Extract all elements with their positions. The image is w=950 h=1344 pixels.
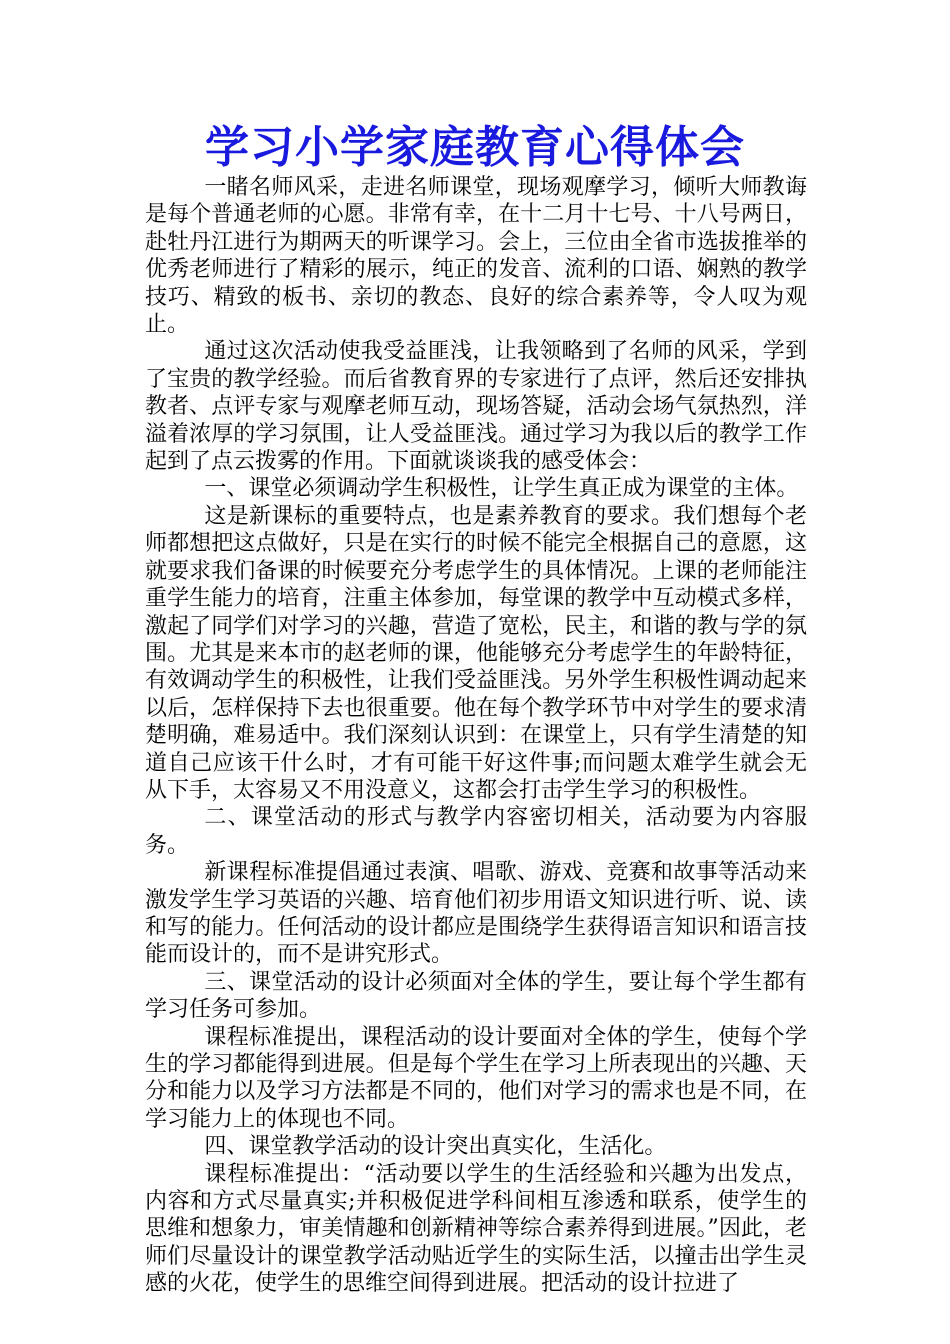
- paragraph: 一睹名师风采，走进名师课堂，现场观摩学习，倾听大师教诲是每个普通老师的心愿。非常有幸，在十二月十七号、十八号两日，赴牡丹江进行为期两天的听课学习。会上，三位由全省市选拔推举的优秀老师进行了精彩的展示，纯正的发音、流利的口语、娴熟的教学技巧、精致的板书、亲切的教态、良好的综合素养等，令人叹为观止。: [145, 175, 807, 338]
- document-title: 学习小学家庭教育心得体会: [205, 122, 745, 173]
- document-body: [145, 174, 807, 1298]
- section-heading: 一、课堂必须调动学生积极性，让学生真正成为课堂的主体。: [204, 476, 799, 502]
- paragraph: 新课程标准提倡通过表演、唱歌、游戏、竞赛和故事等活动来激发学生学习英语的兴趣、培育他们初步用语文知识进行听、说、读和写的能力。任何活动的设计都应是围绕学生获得语言知识和语言技能而设计的，而不是讲究形式。: [145, 860, 807, 968]
- section-heading: 三、课堂活动的设计必须面对全体的学生，要让每个学生都有学习任务可参加。: [145, 969, 807, 1023]
- paragraph: 这是新课标的重要特点，也是素养教育的要求。我们想每个老师都想把这点做好，只是在实行的时候不能完全根据自己的意愿，这就要求我们备课的时候要充分考虑学生的具体情况。上课的老师能注重学生能力的培育，注重主体参加，每堂课的教学中互动模式多样，激起了同学们对学习的兴趣，营造了宽松，民主，和谐的教与学的氛围。尤其是来本市的赵老师的课，他能够充分考虑学生的年龄特征，有效调动学生的积极性，让我们受益匪浅。另外学生积极性调动起来以后，怎样保持下去也很重要。他在每个教学环节中对学生的要求清楚明确，难易适中。我们深刻认识到：在课堂上，只有学生清楚的知道自己应该干什么时，才有可能干好这件事;而问题太难学生就会无从下手，太容易又不用没意义，这都会打击学生学习的积极性。: [145, 503, 807, 803]
- section-heading: 四、课堂教学活动的设计突出真实化，生活化。: [204, 1134, 667, 1160]
- paragraph: 课程标准提出，课程活动的设计要面对全体的学生，使每个学生的学习都能得到进展。但是每个学生在学习上所表现出的兴趣、天分和能力以及学习方法都是不同的，他们对学习的需求也是不同，在学习能力上的体现也不同。: [145, 1024, 807, 1132]
- paragraph: 课程标准提出：“活动要以学生的生活经验和兴趣为出发点，内容和方式尽量真实;并积极促进学科间相互渗透和联系，使学生的思维和想象力，审美情趣和创新精神等综合素养得到进展。”因此，老师们尽量设计的课堂教学活动贴近学生的实际生活，以撞击出学生灵感的火花，使学生的思维空间得到进展。把活动的设计拉进了: [145, 1161, 807, 1297]
- paragraph: 通过这次活动使我受益匪浅，让我领略到了名师的风采，学到了宝贵的教学经验。而后省教育界的专家进行了点评，然后还安排执教者、点评专家与观摩老师互动，现场答疑，活动会场气氛热烈，洋溢着浓厚的学习氛围，让人受益匪浅。通过学习为我以后的教学工作起到了点云拨雾的作用。下面就谈谈我的感受体会：: [145, 339, 807, 475]
- section-heading: 二、课堂活动的形式与教学内容密切相关，活动要为内容服务。: [145, 805, 807, 858]
